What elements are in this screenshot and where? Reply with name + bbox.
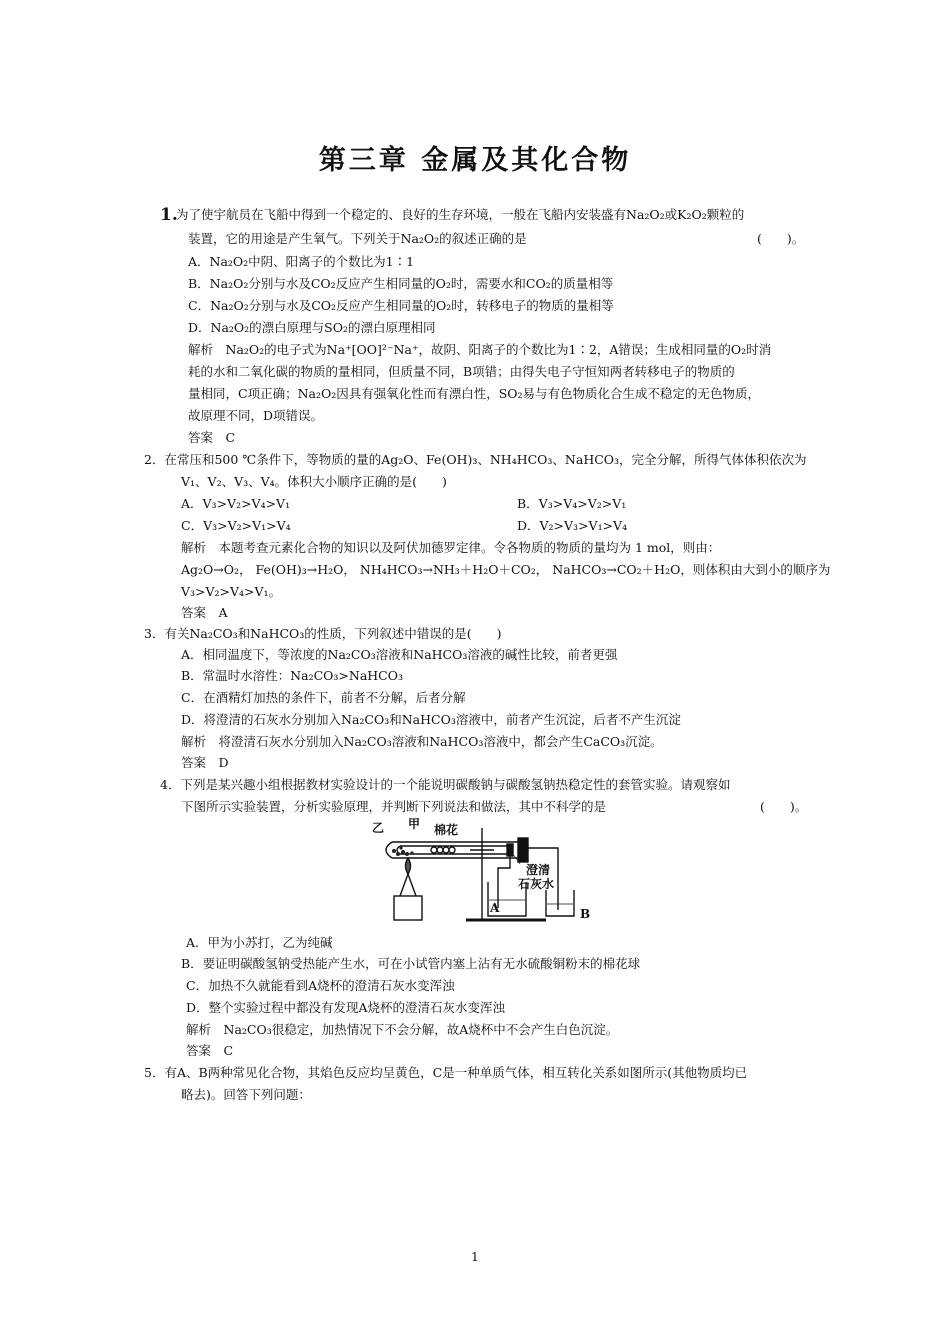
q1-stem-line2: 装置，它的用途是产生氧气。下列关于Na₂O₂的叙述正确的是 — [188, 231, 527, 246]
q1-explanation-line1: 解析 Na₂O₂的电子式为Na⁺[OO]²⁻Na⁺，故阴、阳离子的个数比为1∶2，A错误；生成相同量的O₂时消 — [188, 342, 772, 357]
q3-option-a: A．相同温度下，等浓度的Na₂CO₃溶液和NaHCO₃溶液的碱性比较，前者更强 — [181, 647, 618, 662]
q4-stem-line1: 4．下列是某兴趣小组根据教材实验设计的一个能说明碳酸钠与碳酸氢钠热稳定性的套管实验。请观察如 — [160, 777, 731, 792]
q3-option-b: B．常温时水溶性：Na₂CO₃>NaHCO₃ — [181, 668, 403, 683]
q2-option-d: D．V₂>V₃>V₁>V₄ — [517, 518, 628, 533]
page-title: 第三章 金属及其化合物 — [318, 145, 632, 176]
q5-stem-line1: 5．有A、B两种常见化合物，其焰色反应均呈黄色，C是一种单质气体，相互转化关系如图所示(其他物质均已 — [144, 1065, 748, 1080]
q4-option-a: A．甲为小苏打，乙为纯碱 — [186, 935, 333, 950]
apparatus-diagram — [370, 812, 610, 924]
page-number: 1 — [471, 1250, 479, 1264]
q2-stem-line1: 2．在常压和500 ℃条件下，等物质的量的Ag₂O、Fe(OH)₃、NH₄HCO₃、NaHCO₃，完全分解，所得气体体积依次为 — [144, 452, 807, 467]
q4-option-b: B．要证明碳酸氢钠受热能产生水，可在小试管内塞上沾有无水硫酸铜粉末的棉花球 — [181, 956, 641, 971]
q3-answer: 答案 D — [181, 755, 229, 770]
q3-option-d: D．将澄清的石灰水分别加入Na₂CO₃和NaHCO₃溶液中，前者产生沉淀，后者不产生沉淀 — [181, 712, 681, 727]
q4-answer: 答案 C — [186, 1043, 234, 1058]
q1-answer: 答案 C — [188, 430, 236, 445]
q1-number: 1. — [160, 205, 178, 225]
q4-option-d: D．整个实验过程中都没有发现A烧杯的澄清石灰水变浑浊 — [186, 1000, 506, 1015]
label-shihuishui: 石灰水 — [518, 877, 555, 891]
q2-option-b: B．V₃>V₄>V₂>V₁ — [517, 496, 627, 511]
q1-explanation-line2: 耗的水和二氧化碳的物质的量相同，但质量不同，B项错；由得失电子守恒知两者转移电子的物质的 — [188, 364, 735, 379]
q1-explanation-line4: 故原理不同，D项错误。 — [188, 408, 324, 423]
label-jia: 甲 — [408, 817, 421, 831]
q2-answer: 答案 A — [181, 605, 228, 620]
q2-option-c: C．V₃>V₂>V₁>V₄ — [181, 518, 291, 533]
q4-stem-line2: 下图所示实验装置，分析实验原理，并判断下列说法和做法，其中不科学的是 — [181, 799, 607, 814]
q1-stem-line1: 为了使宇航员在飞船中得到一个稳定的、良好的生存环境，一般在飞船内安装盛有Na₂O₂或K₂O₂颗粒的 — [176, 207, 745, 222]
q2-stem-line2: V₁、V₂、V₃、V₄。体积大小顺序正确的是( ) — [181, 474, 447, 489]
label-yi: 乙 — [372, 821, 385, 835]
q1-option-c: C．Na₂O₂分别与水及CO₂反应产生相同量的O₂时，转移电子的物质的量相等 — [188, 298, 614, 313]
q4-answer-paren: ( )。 — [760, 799, 808, 814]
q3-option-c: C．在酒精灯加热的条件下，前者不分解，后者分解 — [181, 690, 466, 705]
q4-option-c: C．加热不久就能看到A烧杯的澄清石灰水变浑浊 — [186, 978, 455, 993]
q1-option-d: D．Na₂O₂的漂白原理与SO₂的漂白原理相同 — [188, 320, 436, 335]
q1-answer-paren: ( )。 — [757, 231, 805, 246]
q1-option-a: A．Na₂O₂中阴、阳离子的个数比为1∶1 — [188, 254, 415, 269]
q2-explanation-line3: V₃>V₂>V₄>V₁。 — [181, 584, 282, 599]
q2-explanation-line2: Ag₂O→O₂， Fe(OH)₃→H₂O， NH₄HCO₃→NH₃＋H₂O＋CO₂， NaHCO₃→CO₂＋H₂O，则体积由大到小的顺序为 — [181, 562, 831, 577]
label-mianhua: 棉花 — [434, 823, 459, 837]
q2-option-a: A．V₃>V₂>V₄>V₁ — [181, 496, 291, 511]
q1-explanation-line3: 量相同，C项正确；Na₂O₂因具有强氧化性而有漂白性，SO₂易与有色物质化合生成不稳定的无色物质， — [188, 386, 761, 401]
label-beaker-a: A — [490, 901, 500, 915]
label-chengqing: 澄清 — [526, 863, 551, 877]
q3-stem: 3．有关Na₂CO₃和NaHCO₃的性质，下列叙述中错误的是( ) — [144, 626, 502, 641]
q3-explanation: 解析 将澄清石灰水分别加入Na₂CO₃溶液和NaHCO₃溶液中，都会产生CaCO₃沉淀。 — [181, 734, 663, 749]
q1-option-b: B．Na₂O₂分别与水及CO₂反应产生相同量的O₂时，需要水和CO₂的质量相等 — [188, 276, 614, 291]
q2-explanation-line1: 解析 本题考查元素化合物的知识以及阿伏加德罗定律。令各物质的物质的量均为 1 mol，则由： — [181, 540, 721, 555]
q5-stem-line2: 略去)。回答下列问题： — [181, 1087, 311, 1102]
label-beaker-b: B — [580, 907, 591, 921]
q4-explanation: 解析 Na₂CO₃很稳定，加热情况下不会分解，故A烧杯中不会产生白色沉淀。 — [186, 1022, 619, 1037]
